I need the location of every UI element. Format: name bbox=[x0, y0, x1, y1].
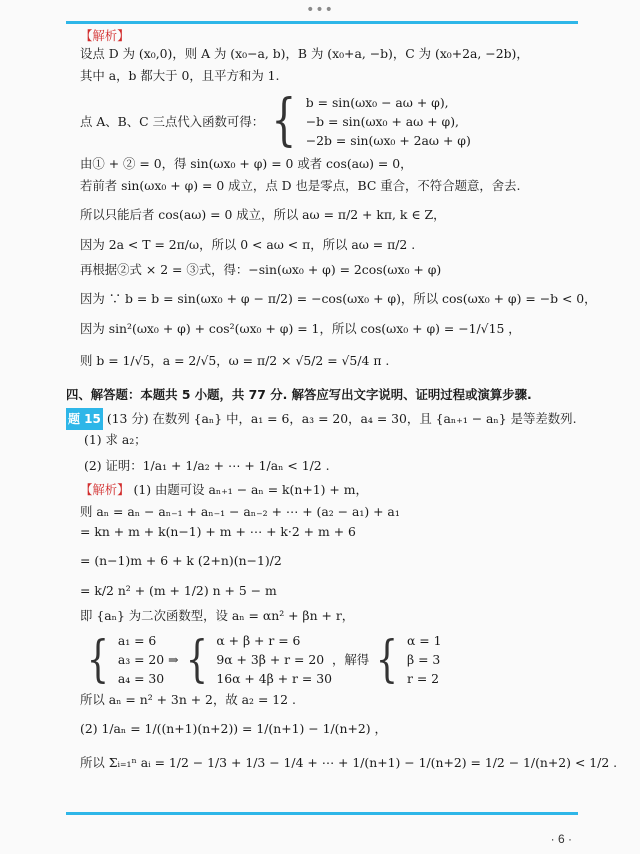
system-left bbox=[118, 631, 179, 688]
system-separator: ，解得 bbox=[331, 652, 370, 667]
system-row: 9α + 3β + r = 20 bbox=[216, 651, 325, 667]
equation-system-1 bbox=[80, 88, 580, 154]
text-line: 再根据②式 × 2 = ③式，得：−sin(ωx₀ + φ) = 2cos(ωx₀ + φ) bbox=[80, 262, 442, 277]
text-line: 其中 a，b 都大于 0，且平方和为 1. bbox=[80, 68, 280, 83]
text-line: = kn + m + k(n−1) + m + ⋯ + k·2 + m + 6 bbox=[80, 524, 356, 539]
system-row: 16α + 4β + r = 30 bbox=[216, 670, 332, 686]
text-line: (2) 证明：1/a₁ + 1/a₂ + ⋯ + 1/aₙ < 1/2 . bbox=[84, 458, 330, 473]
solution-tag: 【解析】 bbox=[80, 482, 130, 497]
text-line: 设点 D 为 (x₀,0)，则 A 为 (x₀−a, b)，B 为 (x₀+a, −b)，C 为 (x₀+2a, −2b)， bbox=[80, 46, 529, 61]
system-rows bbox=[306, 93, 471, 150]
text-line: 所以 Σᵢ₌₁ⁿ aᵢ = 1/2 − 1/3 + 1/3 − 1/4 + ⋯ + 1/(n+1) − 1/(n+2) = 1/2 − 1/(n+2) < 1/2 . bbox=[80, 755, 618, 770]
system-row: a₄ = 30 bbox=[117, 670, 165, 686]
text-line: 由① + ② = 0，得 sin(ωx₀ + φ) = 0 或者 cos(aω) = 0， bbox=[80, 156, 413, 171]
text-line: 所以 aₙ = n² + 3n + 2，故 a₂ = 12 . bbox=[80, 692, 296, 707]
system-right bbox=[407, 631, 442, 688]
question-text: (13 分) 在数列 {aₙ} 中，a₁ = 6，a₃ = 20，a₄ = 30，且 {aₙ₊₁ − aₙ} 是等差数列. bbox=[106, 411, 577, 426]
text-line: (1) 求 a₂； bbox=[84, 432, 147, 447]
right-brace: { bbox=[375, 630, 399, 688]
solution-tag: 【解析】 bbox=[80, 28, 130, 43]
solution-line bbox=[80, 480, 580, 502]
text-line: 因为 2a < T = 2π/ω，所以 0 < aω < π，所以 aω = π/2 . bbox=[80, 237, 416, 252]
text-line: 所以只能后者 cos(aω) = 0 成立，所以 aω = π/2 + kπ, k ∈ Z， bbox=[80, 207, 446, 222]
text-line: 即 {aₙ} 为二次函数型，设 aₙ = αn² + βn + r， bbox=[80, 608, 355, 623]
system-row: b = sin(ωx₀ − aω + φ), bbox=[305, 94, 449, 110]
question-line bbox=[68, 408, 580, 430]
text-line: 则 b = 1/√5，a = 2/√5，ω = π/2 × √5/2 = √5/4 π . bbox=[80, 353, 390, 368]
system-row: −2b = sin(ωx₀ + 2aω + φ) bbox=[305, 132, 471, 148]
system-row: a₁ = 6 bbox=[117, 632, 157, 648]
text-line: 若前者 sin(ωx₀ + φ) = 0 成立，点 D 也是零点，BC 重合，不符合题意，舍去. bbox=[80, 178, 521, 193]
bottom-rule bbox=[66, 812, 578, 815]
text-line: 因为 sin²(ωx₀ + φ) + cos²(ωx₀ + φ) = 1，所以 cos(ωx₀ + φ) = −1/√15 ， bbox=[80, 321, 521, 336]
page-number: · 6 · bbox=[550, 832, 572, 846]
text-line: 因为 ∵ b = b = sin(ωx₀ + φ − π/2) = −cos(ωx₀ + φ)，所以 cos(ωx₀ + φ) = −b < 0， bbox=[80, 291, 597, 306]
document-body bbox=[66, 26, 618, 780]
text-line: = k/2 n² + (m + 1/2) n + 5 − m bbox=[80, 583, 277, 598]
question-number-badge: 题 15 bbox=[66, 408, 103, 430]
section-heading: 四、解答题：本题共 5 小题，共 77 分. 解答应写出文字说明、证明过程或演算步骤. bbox=[66, 387, 532, 402]
text-line: 则 aₙ = aₙ − aₙ₋₁ + aₙ₋₁ − aₙ₋₂ + ⋯ + (a₂ − a₁) + a₁ bbox=[80, 504, 400, 519]
more-menu-icon[interactable]: ••• bbox=[306, 2, 334, 18]
system-lead: 点 A、B、C 三点代入函数可得： bbox=[80, 114, 265, 129]
middle-brace: { bbox=[185, 630, 208, 688]
system-row: α = 1 bbox=[406, 632, 442, 648]
system-row: −b = sin(ωx₀ + aω + φ), bbox=[305, 113, 459, 129]
solution-text: (1) 由题可设 aₙ₊₁ − aₙ = k(n+1) + m， bbox=[133, 482, 368, 497]
system-row: r = 2 bbox=[406, 670, 440, 686]
top-rule bbox=[66, 21, 578, 24]
text-line: (2) 1/aₙ = 1/((n+1)(n+2)) = 1/(n+1) − 1/(n+2) ， bbox=[80, 721, 387, 736]
system-row: a₃ = 20 ⇒ bbox=[117, 651, 179, 667]
system-middle bbox=[216, 631, 332, 688]
system-row: α + β + r = 6 bbox=[216, 632, 301, 648]
left-brace: { bbox=[86, 630, 110, 688]
system-row: β = 3 bbox=[406, 651, 441, 667]
equation-system-2 bbox=[80, 628, 580, 690]
text-line: = (n−1)m + 6 + k (2+n)(n−1)/2 bbox=[80, 553, 282, 568]
left-brace: { bbox=[271, 88, 297, 153]
